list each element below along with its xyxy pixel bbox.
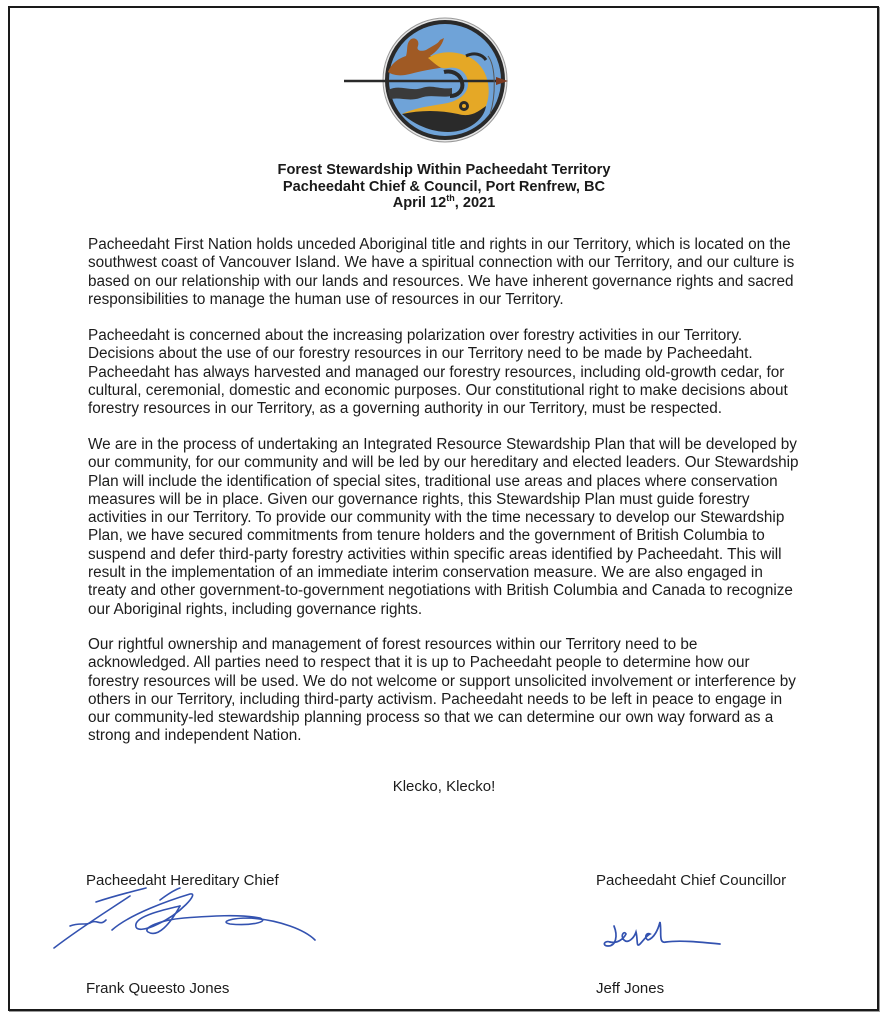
paragraph-line: our Aboriginal rights, including governance rights. — [88, 600, 423, 618]
document-date — [0, 195, 888, 212]
nation-logo — [340, 10, 550, 150]
pacheedaht-emblem-icon — [340, 10, 550, 150]
paragraph-line: activities in our Territory. To provide our community with the time necessary to develop our Stewardship — [88, 509, 785, 527]
paragraph-line: forestry resources will be used. We do not welcome or support unsolicited involvement or interference by — [88, 672, 796, 690]
paragraph-title-and-rights — [88, 236, 848, 309]
document-heading — [0, 162, 888, 212]
paragraph-line: based on our relationship with our lands and resources. We have inherent governance rights and sacred — [88, 272, 794, 290]
signatory-name-hereditary-chief: Frank Queesto Jones — [86, 980, 230, 997]
signatory-name-chief-councillor: Jeff Jones — [596, 980, 665, 997]
paragraph-line: result in the implementation of an immediate interim conservation measure. We are also engaged in — [88, 564, 763, 582]
paragraph-line: others in our Territory, including third-party activism. Pacheedaht needs to be left in peace to engage in — [88, 690, 783, 708]
paragraph-line: measures will be in place. Given our governance rights, this Stewardship Plan must guide forestry — [88, 490, 750, 508]
date-month-day: April 12 — [392, 195, 447, 211]
document-title: Forest Stewardship Within Pacheedaht Territory — [277, 162, 611, 178]
paragraph-stewardship-plan — [88, 436, 848, 619]
paragraph-forestry-decisions — [88, 327, 848, 418]
paragraph-line: treaty and other government-to-government negotiations with British Columbia and Canada to recognize — [88, 582, 793, 600]
handwritten-signature-icon — [600, 918, 730, 954]
paragraph-line: cultural, ceremonial, domestic and economic purposes. Our constitutional right to make decisions about — [88, 381, 788, 399]
paragraph-line: Decisions about the use of our forestry resources in our Territory need to be made by Pacheedaht. — [88, 345, 753, 363]
handwritten-signature-icon — [50, 884, 330, 954]
paragraph-line: acknowledged. All parties need to respect that it is up to Pacheedaht people to determine how our — [88, 654, 750, 672]
closing-salutation: Klecko, Klecko! — [392, 778, 496, 795]
signatory-title-chief-councillor: Pacheedaht Chief Councillor — [596, 872, 787, 889]
paragraph-line: forestry resources in our Territory, as a governing authority in our Territory, must be respected. — [88, 400, 722, 418]
paragraph-ownership — [88, 636, 848, 746]
paragraph-line: Plan will include the identification of special sites, traditional use areas and places where conservation — [88, 472, 778, 490]
paragraph-line: Pacheedaht is concerned about the increasing polarization over forestry activities in our Territory. — [88, 327, 743, 344]
paragraph-line: suspend and defer third-party forestry activities within specific areas identified by Pacheedaht. This will — [88, 545, 782, 563]
paragraph-line: our community, for our community and will be led by our hereditary and elected leaders. Our Stewardship — [88, 454, 799, 472]
paragraph-line: strong and independent Nation. — [88, 727, 302, 745]
paragraph-line: Plan, we have secured commitments from tenure holders and the government of British Columbia to — [88, 527, 765, 545]
paragraph-line: southwest coast of Vancouver Island. We have a spiritual connection with our Territory, and our culture is — [88, 254, 795, 272]
paragraph-line: We are in the process of undertaking an Integrated Resource Stewardship Plan that will be developed by — [88, 436, 797, 453]
document-subtitle: Pacheedaht Chief & Council, Port Renfrew, BC — [282, 178, 606, 195]
date-suffix: th — [446, 193, 455, 204]
paragraph-line: Our rightful ownership and management of forest resources within our Territory need to be — [88, 636, 698, 653]
paragraph-line: responsibilities to manage the human use of resources in our Territory. — [88, 290, 564, 308]
paragraph-line: Pacheedaht has always harvested and managed our forestry resources, including old-growth cedar, for — [88, 363, 785, 381]
date-year: , 2021 — [454, 195, 496, 211]
paragraph-line: Pacheedaht First Nation holds unceded Aboriginal title and rights in our Territory, which is located on the — [88, 236, 791, 253]
paragraph-line: our community-led stewardship planning process so that we can determine our own way forward as a — [88, 709, 774, 727]
signatory-title-hereditary-chief: Pacheedaht Hereditary Chief — [86, 872, 279, 889]
